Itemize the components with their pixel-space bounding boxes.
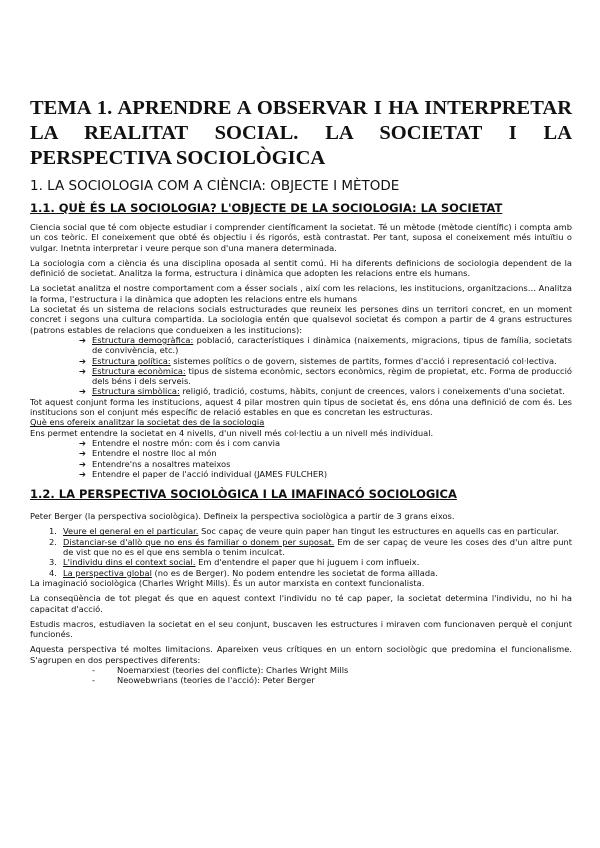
list-item — [30, 459, 572, 469]
list-item — [30, 675, 572, 685]
item-number: 2. — [49, 536, 57, 547]
item-text: (no es de Berger). No podem entendre les societat de forma aïllada. — [151, 567, 438, 578]
list-item — [30, 386, 572, 396]
item-text: tipus de sistema econòmic, sectors econòmics, règim de propietat, etc. Forma de producció dels béns i dels serveis. — [92, 365, 572, 387]
paragraph: La societat analitza el nostre comportament com a ésser socials , així com les relacions, les institucions, organitzacions… Analitza la forma, l'estructura i la dinàmica que adopten les relacions entre els humans — [30, 283, 572, 304]
item-label: Estructura econòmica: — [92, 365, 186, 376]
structures-list — [30, 335, 572, 397]
dash-bullet: - — [92, 675, 95, 686]
list-item — [30, 537, 572, 558]
paragraph: Ciencia social que té com objecte estudiar i comprender científicament la societat. Té un mètode (mètode científic) i compta amb un cos teòric. El coneixement que obté és objectiu i és rigorós, està contrastat. Per tant, suposa el coneixement més intuïtiu o vulgar. Inetnta interpretar i veure perque son d'una manera determinada. — [30, 222, 572, 253]
item-label: Veure el general en el particular. — [63, 526, 199, 537]
list-item — [30, 356, 572, 366]
paragraph: Ens permet entendre la societat en 4 nivells, d'un nivell més col·lectiu a un nivell més individual. — [30, 427, 434, 438]
list-item — [30, 438, 572, 448]
item-text: població, característiques i dinàmica (naixements, migracions, tipus de família, societats de convivència, etc.) — [92, 334, 573, 356]
axes-list — [30, 526, 572, 577]
paragraph: Tot aquest conjunt forma les institucions, aquest 4 pilar mostren quin tipus de societat és, ens dóna una definició de com és. Les institucions son el conjunt més específic de relació estables en que es concretan les estructuras. — [30, 396, 572, 418]
list-item — [30, 469, 572, 479]
item-number: 1. — [49, 526, 57, 537]
list-item — [30, 665, 572, 675]
subsection-heading-1-1: 1.1. QUÈ ÉS LA SOCIOLOGIA? L'OBJECTE DE LA SOCIOLOGIA: LA SOCIETAT — [30, 201, 503, 215]
paragraph: La conseqüència de tot plegat és que en aquest context l'individu no té cap paper, la societat determina l'individu, no hi ha capacitat d'acció. — [30, 593, 572, 614]
arrow-icon: ➔ — [79, 386, 86, 397]
currents-list — [30, 665, 572, 686]
item-text: Em de ser capaç de veure les coses des d'un altre punt de vist que no es el que ens sembla o tenim inculcat. — [63, 536, 573, 558]
paragraph: La societat és un sistema de relacions socials estructurades que reuneix les persones dins un territori concret, en un moment concret i segons una cultura compartida. La sociologia entén que qualsevol societat és compon a partir de 4 grans estructures (patrons estables de relacions que condueixen a les institucions): — [30, 304, 572, 335]
arrow-icon: ➔ — [79, 468, 86, 479]
dash-bullet: - — [92, 664, 95, 675]
list-item — [30, 557, 572, 567]
item-label: Estructura demogràfica: — [92, 334, 194, 345]
item-text: sistemes polítics o de govern, sistemes de partits, formes d'acció i representació col·lectiva. — [170, 355, 557, 366]
underlined-heading: Què ens ofereix analitzar la societat des de la sociologia — [30, 417, 265, 428]
item-label: Distanciar-se d'allò que no ens és familiar o donem per suposat. — [63, 536, 335, 547]
paragraph: Estudis macros, estudiaven la societat en el seu conjunt, buscaven les estructures i miraven com funcionaven perquè el conjunt funcionés. — [30, 618, 572, 640]
arrow-icon: ➔ — [79, 437, 86, 448]
item-text: Entendre el paper de l'acció individual (JAMES FULCHER) — [92, 468, 328, 479]
paragraph: La sociologia com a ciència és una disciplina oposada al sentit comú. Hi ha diferents definicions de sociologia dependent de la definició de societat. Analitza la forma, estructura i dinàmica que adopten les relacions entre els humans. — [30, 257, 572, 279]
item-label: La perspectiva global — [63, 567, 152, 578]
paragraph: La imaginació sociològica (Charles Wright Mills). És un autor marxista en context funcionalista. — [30, 577, 425, 588]
subsection-heading-1-2: 1.2. LA PERSPECTIVA SOCIOLÒGICA I LA IMAFINACÓ SOCIOLOGICA — [30, 487, 457, 502]
item-number: 4. — [49, 567, 57, 578]
arrow-icon: ➔ — [79, 448, 86, 459]
page-title: TEMA 1. APRENDRE A OBSERVAR I HA INTERPRETAR LA REALITAT SOCIAL. LA SOCIETAT I LA PERSPECTIVA SOCIOLÒGICA — [30, 97, 572, 169]
arrow-icon: ➔ — [79, 355, 86, 366]
item-text: Em d'entendre el paper que hi juguem i com influeix. — [195, 557, 420, 568]
list-item — [30, 568, 572, 578]
document-page — [30, 96, 572, 686]
list-item — [30, 448, 572, 458]
item-number: 3. — [49, 557, 57, 568]
item-label: L'individu dins el context social. — [63, 557, 196, 568]
item-text: religió, tradició, costums, hàbits, conjunt de creences, valors i coneixements d'una societat. — [179, 386, 565, 397]
item-text: Entendre'ns a nosaltres mateixos — [92, 458, 231, 469]
arrow-icon: ➔ — [79, 365, 86, 376]
item-label: Estructura simbòlica: — [92, 386, 180, 397]
list-item — [30, 366, 572, 387]
levels-list — [30, 438, 572, 479]
item-label: Estructura política: — [92, 355, 171, 366]
item-text: Neowebwrians (teories de l'acció): Peter Berger — [117, 675, 315, 686]
item-text: Entendre el nostre món: com és i com canvia — [92, 437, 281, 448]
list-item — [30, 335, 572, 356]
arrow-icon: ➔ — [79, 334, 86, 345]
item-text: Soc capaç de veure quin paper han tingut les estructures en aquells cas en particular. — [198, 526, 559, 537]
item-text: Noemarxiest (teories del conflicte): Charles Wright Mills — [117, 664, 349, 675]
arrow-icon: ➔ — [79, 458, 86, 469]
paragraph: Peter Berger (la perspectiva sociològica). Defineix la perspectiva sociològica a partir de 3 grans eixos. — [30, 511, 455, 522]
section-heading: 1. LA SOCIOLOGIA COM A CIÈNCIA: OBJECTE I MÈTODE — [30, 178, 400, 194]
paragraph: Aquesta perspectiva té moltes limitacions. Apareixen veus crítiques en un entorn sociològic que predomina el funcionalisme. S'agrupen en dos perspectives diferents: — [30, 644, 572, 665]
item-text: Entendre el nostre lloc al món — [92, 448, 217, 459]
list-item — [30, 526, 572, 536]
